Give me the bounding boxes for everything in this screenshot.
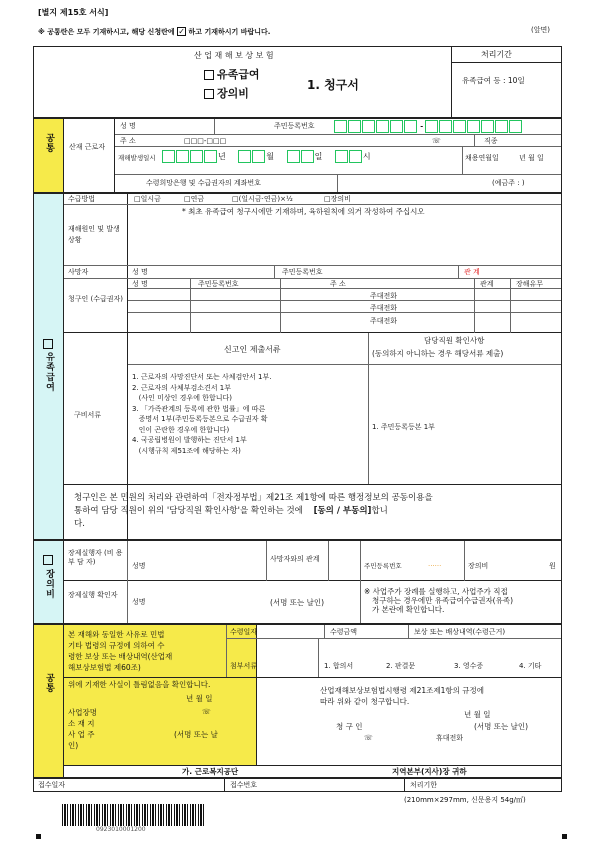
funeral-section-label: 장의비	[44, 569, 54, 599]
deceased-relation-label: 관 계	[464, 268, 480, 276]
claimant-col-address: 주 소	[330, 280, 346, 288]
page-side: (앞면)	[531, 26, 550, 34]
bottom-section-label: 공통	[44, 673, 54, 693]
account-holder: (예금주 : )	[492, 179, 525, 187]
receipt-date-label: 접수일자	[38, 781, 66, 789]
claimant-mobile: 휴대전화	[436, 734, 464, 742]
claim-date: 년 월 일	[464, 710, 491, 719]
survivor-checkbox[interactable]	[43, 339, 53, 349]
survivor-section-label: 유족급여	[44, 352, 54, 392]
employer-date: 년 월 일	[186, 694, 213, 703]
deceased-label: 사망자	[68, 268, 89, 276]
processing-value: 유족급여 등 : 10일	[462, 76, 525, 85]
notice: ※ 공통란은 모두 기재하시고, 해당 신청란에 ✓ 하고 기재하시기 바랍니다.	[38, 27, 271, 36]
job-label: 직종	[484, 137, 498, 145]
received-amount-label: 수령금액	[330, 628, 358, 636]
method-half[interactable]: □(일시금·연금)×½	[232, 195, 293, 203]
employed-date-value: 년 월 일	[519, 154, 544, 162]
option-survivor[interactable]: 유족급여	[204, 69, 260, 80]
bank-label: 수령희망은행 및 수급권자의 계좌번호	[146, 179, 261, 187]
address-code: □□□-□□□	[184, 137, 227, 145]
funeral-fee-unit: 원	[549, 562, 556, 570]
reason-text: 본 재해와 동일한 사유로 민법 기타 법령의 규정에 의하여 수 령한 보상 또는 배상내역(산업재 해보상보험법 제60조)	[68, 630, 173, 672]
executor-rrn-dots: ......	[428, 560, 442, 568]
rrn-boxes[interactable]: -	[334, 120, 523, 133]
executor-rrn-label: 주민등록번호	[364, 562, 402, 570]
officer-doc: 1. 주민등록등본 1부	[372, 423, 435, 431]
claimant-phone-2: 주대전화	[370, 304, 398, 312]
accident-date-boxes[interactable]: 년 월 일 시	[162, 150, 371, 163]
barcode-number: 0923010001200	[96, 826, 146, 833]
received-date-label: 수령일자	[230, 628, 258, 636]
claimant-phone-3: 주대전화	[370, 317, 398, 325]
name-label: 성 명	[120, 122, 136, 130]
accident-date-label: 재해발생일시	[118, 154, 156, 162]
claimant-sign-label: 청 구 인	[336, 722, 363, 731]
checkbox-icon: ✓	[178, 27, 185, 36]
attach-label: 첨부서류	[230, 662, 258, 670]
footer-receipt	[33, 778, 562, 792]
method-label: 수급방법	[68, 195, 96, 203]
consent-choice[interactable]: [동의 / 부동의]	[313, 506, 372, 516]
officer-header-1: 담당직원 확인사항	[424, 336, 485, 345]
claimant-col-name: 성 명	[132, 280, 148, 288]
confirmer-label: 장제실행 확인자	[68, 591, 118, 599]
attach-item-3[interactable]: 3. 영수증	[454, 662, 484, 670]
addressee-right: 지역본부(지사)장 귀하	[392, 767, 467, 776]
claimant-col-relation: 관계	[480, 280, 494, 288]
docs-header: 신고인 제출서류	[224, 345, 281, 354]
employed-date-label: 채용연월일	[465, 154, 499, 162]
officer-header-2: (동의하지 아니하는 경우 해당서류 제출)	[372, 349, 504, 358]
claimant-col-rrn: 주민등록번호	[198, 280, 239, 288]
survivor-section	[33, 193, 562, 540]
proc-period-label: 처리기한	[410, 781, 438, 789]
phone-icon: ☏	[432, 137, 441, 145]
paper-spec: (210mm×297mm, 신문용지 54g/㎡)	[404, 796, 526, 804]
employer-phone-icon: ☏	[202, 708, 211, 716]
funeral-note: ※ 사업주가 장례를 실행하고, 사업주가 직접 청구하는 경우에만 유족급여수급권자(유족) 가 본란에 확인합니다.	[364, 587, 514, 614]
claimant-label: 청구인 (수급권자)	[68, 295, 124, 303]
funeral-section	[33, 540, 562, 624]
address-label: 주 소	[120, 137, 136, 145]
rrn-label: 주민등록번호	[274, 122, 315, 130]
funeral-fee-label: 장의비	[468, 562, 489, 570]
cause-label: 재해원인 및 발생상황	[68, 225, 120, 245]
attach-item-1[interactable]: 1. 합의서	[324, 662, 354, 670]
deceased-rrn-label: 주민등록번호	[282, 268, 323, 276]
attach-item-2[interactable]: 2. 판결문	[386, 662, 416, 670]
comp-detail-label: 보상 또는 배상내역(수령근거)	[414, 628, 506, 636]
claimant-sign: (서명 또는 날인)	[474, 722, 529, 731]
corner-mark-left	[36, 834, 41, 839]
confirmer-sign: (서명 또는 날인)	[270, 598, 325, 607]
form-title: 1. 청구서	[307, 78, 359, 92]
docs-list: 1. 근로자의 사망진단서 또는 사체검안서 1부. 2. 근로자의 사체부검소견서 1부 (사인 미상인 경우에 한합니다) 3. 「가족관계의 등록에 관한 법률」에 따른 증명서 1부(주민등록등본으로 수급권자 확 인이 곤란한 경우에 한합니다) 4. 국공립병원이 발행하는 진단서 1부 (시행규칙 제51조에 해당하는 자)	[132, 373, 272, 455]
addressee-left: 가. 근로복지공단	[182, 767, 239, 776]
title-block	[33, 46, 562, 118]
worker-label: 산재 근로자	[69, 143, 106, 151]
corner-mark-right	[562, 834, 567, 839]
cause-note: * 최초 유족급여 청구시에만 기재하며, 육하원칙에 의거 작성하여 주십시오	[182, 207, 425, 216]
form-label: [별지 제15호 서식]	[38, 8, 109, 17]
barcode	[62, 804, 204, 826]
common-section	[33, 118, 562, 193]
processing-label: 처리기간	[481, 50, 512, 59]
attach-item-4[interactable]: 4. 기타	[519, 662, 542, 670]
option-funeral[interactable]: 장의비	[204, 88, 249, 99]
method-lump-sum[interactable]: □일시금	[134, 195, 161, 203]
employer-labels: 사업장명 소 재 지 사 업 주 인)	[68, 708, 97, 750]
agency: 산 업 재 해 보 상 보 험	[194, 51, 274, 60]
consent-text: 청구인은 본 민원의 처리와 관련하여「전자정부법」제21조 제1항에 따른 행정정보의 공동이용을 통하여 담당 직원이 위의 '담당직원 확인사항'을 확인하는 것에 [동의 / 부동의]합니 다.	[74, 493, 433, 529]
executor-label: 장제실행자 (비 용 부 담 자)	[68, 549, 123, 567]
claim-text: 산업재해보상보험법시행령 제21조제1항의 규정에 따라 위와 같이 청구합니다.	[320, 686, 484, 706]
deceased-name-label: 성 명	[132, 268, 148, 276]
funeral-checkbox[interactable]	[43, 555, 53, 565]
claimant-phone-icon: ☏	[364, 734, 373, 742]
receipt-no-label: 접수번호	[230, 781, 258, 789]
docs-label: 구비서류	[74, 411, 102, 419]
method-funeral[interactable]: □장의비	[324, 195, 351, 203]
employer-sign: (서명 또는 날	[174, 730, 218, 739]
confirmer-name-label: 성명	[132, 598, 146, 606]
claimant-col-disability: 장해유무	[516, 280, 544, 288]
claimant-phone-1: 주대전화	[370, 292, 398, 300]
common-section-label: 공통	[44, 133, 54, 153]
executor-relation-label: 사망자와의 관계	[270, 555, 320, 563]
executor-name-label: 성명	[132, 562, 146, 570]
method-pension[interactable]: □연금	[184, 195, 205, 203]
bottom-common-section	[33, 624, 562, 778]
confirm-text: 위에 기재한 사실이 틀림없음을 확인합니다.	[68, 680, 211, 689]
